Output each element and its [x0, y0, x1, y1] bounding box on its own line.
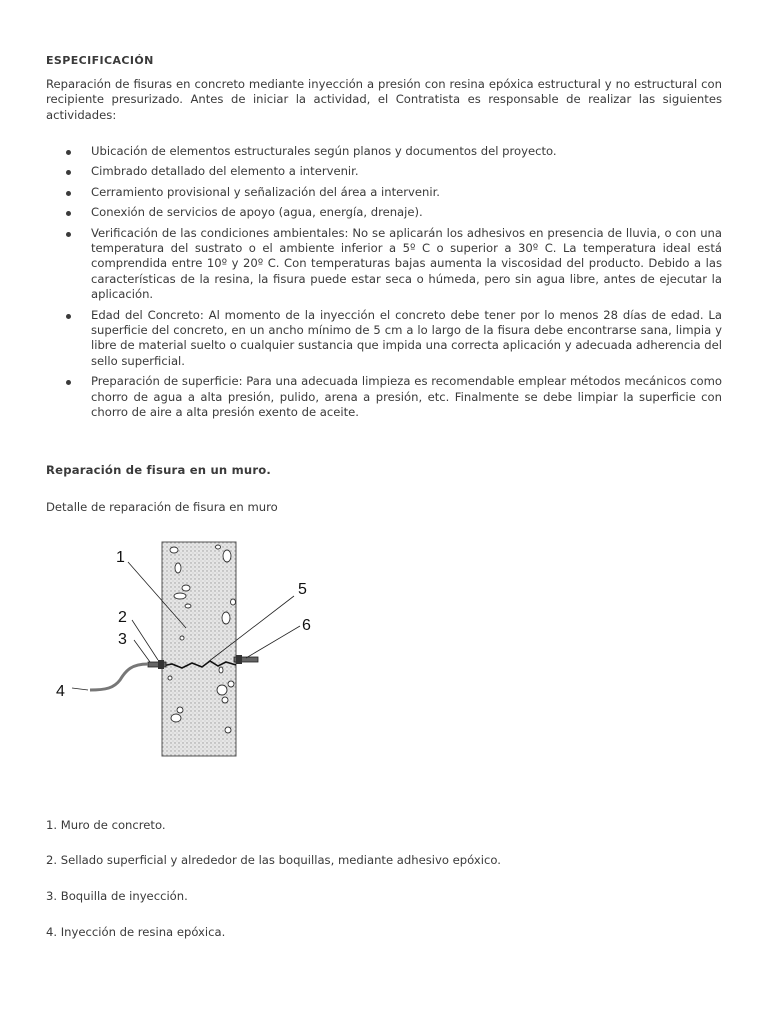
- spec-heading: ESPECIFICACIÓN: [46, 54, 154, 67]
- bullet-icon: [66, 170, 71, 175]
- figure-caption: Detalle de reparación de fisura en muro: [46, 500, 278, 514]
- bullet-icon: [66, 380, 71, 385]
- section-title: Reparación de fisura en un muro.: [46, 463, 272, 477]
- wall-crack-diagram: [50, 538, 330, 760]
- list-item: Conexión de servicios de apoyo (agua, energía, drenaje).: [46, 205, 722, 220]
- activity-list: [46, 144, 722, 426]
- list-item: Ubicación de elementos estructurales según planos y documentos del proyecto.: [46, 144, 722, 159]
- bullet-icon: [66, 191, 71, 196]
- label-1: 1: [116, 549, 125, 566]
- bullet-icon: [66, 232, 71, 237]
- list-item: Preparación de superficie: Para una adecuada limpieza es recomendable emplear métodos mecánicos como chorro de agua a alta presión, pulido, arena a presión, etc. Finalmente se debe limpiar la superficie con chorro de aire a alta presión exento de aceite.: [46, 374, 722, 420]
- bullet-icon: [66, 150, 71, 155]
- bullet-icon: [66, 314, 71, 319]
- label-4: 4: [56, 683, 65, 700]
- list-item: Cimbrado detallado del elemento a intervenir.: [46, 164, 722, 179]
- legend-item-4: 4. Inyección de resina epóxica.: [46, 925, 226, 939]
- legend-item-2: 2. Sellado superficial y alrededor de las boquillas, mediante adhesivo epóxico.: [46, 853, 501, 867]
- bullet-icon: [66, 211, 71, 216]
- injection-hose: [90, 664, 148, 690]
- legend-item-3: 3. Boquilla de inyección.: [46, 889, 188, 903]
- list-item: Edad del Concreto: Al momento de la inyección el concreto debe tener por lo menos 28 días de edad. La superficie del concreto, en un ancho mínimo de 5 cm a lo largo de la fisura debe encontrarse sana, limpia y libre de material suelto o cualquier sustancia que impida una correcta aplicación y adecuada adherencia del sello superficial.: [46, 308, 722, 370]
- list-item: Verificación de las condiciones ambientales: No se aplicarán los adhesivos en presencia de lluvia, o con una temperatura del sustrato o el ambiente inferior a 5º C o superior a 30º C. La temperatura ideal está comprendida entre 10º y 20º C. Con temperaturas bajas aumenta la viscosidad del producto. Debido a las características de la resina, la fisura puede estar seca o húmeda, pero sin agua libre, antes de ejecutar la aplicación.: [46, 226, 722, 303]
- intro-paragraph: Reparación de fisuras en concreto mediante inyección a presión con resina epóxica estructural y no estructural con recipiente presurizado. Antes de iniciar la actividad, el Contratista es responsable de realizar las siguientes actividades:: [46, 77, 722, 122]
- label-5: 5: [298, 581, 307, 598]
- label-6: 6: [302, 617, 311, 634]
- label-2: 2: [118, 609, 127, 626]
- list-item: Cerramiento provisional y señalización del área a intervenir.: [46, 185, 722, 200]
- label-3: 3: [118, 631, 127, 648]
- legend-item-1: 1. Muro de concreto.: [46, 818, 166, 832]
